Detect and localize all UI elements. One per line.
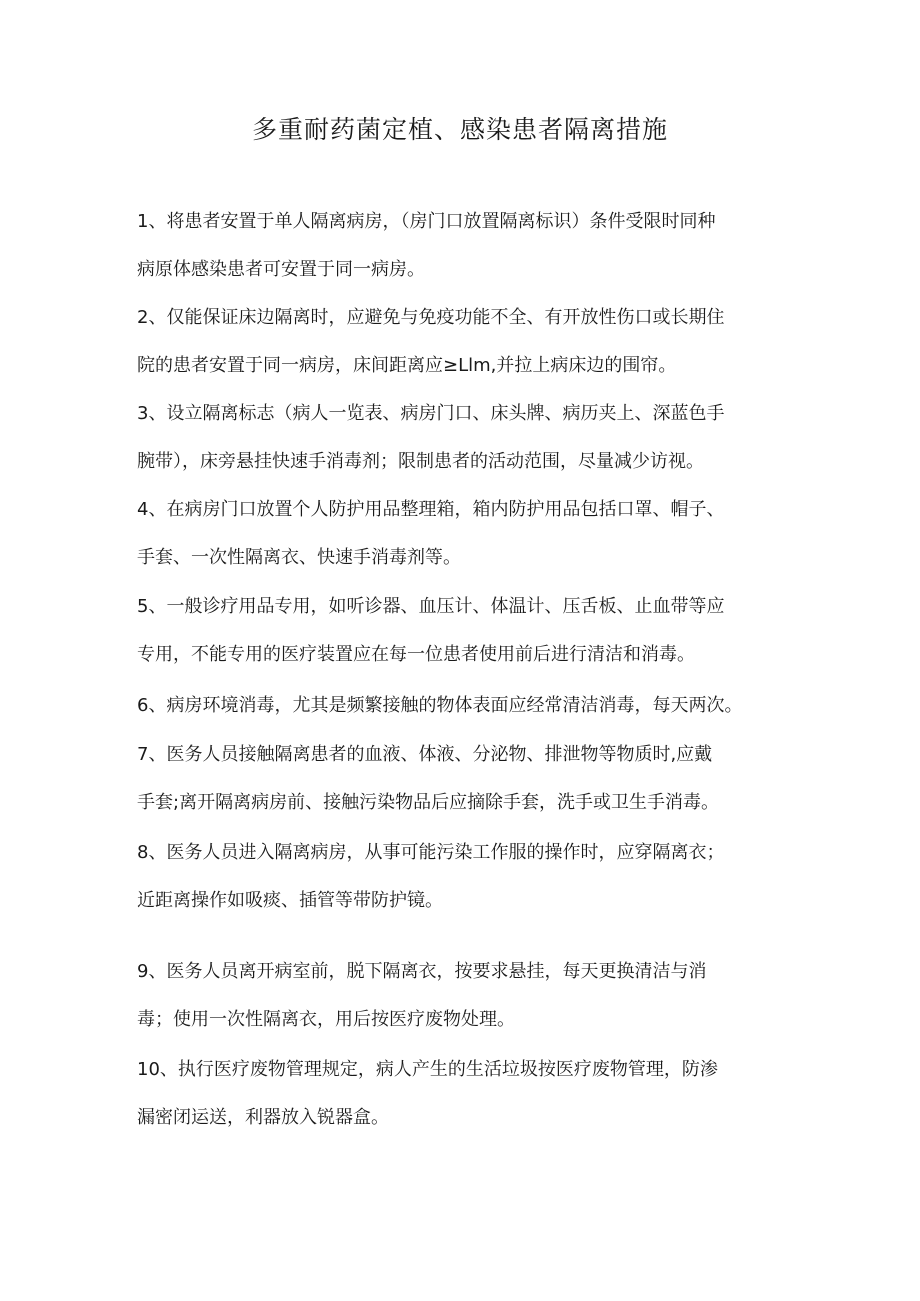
measure-item-4 (137, 486, 797, 582)
measure-line: 10、执行医疗废物管理规定，病人产生的生活垃圾按医疗废物管理，防渗 (137, 1059, 718, 1080)
measure-item-10 (137, 1046, 797, 1142)
document-title: 多重耐药菌定植、感染患者隔离措施 (251, 115, 668, 144)
measure-item-7 (137, 731, 797, 827)
measure-line: 手套;离开隔离病房前、接触污染物品后应摘除手套，洗手或卫生手消毒。 (137, 792, 720, 813)
measure-item-2 (137, 294, 797, 390)
measure-item-9 (137, 948, 797, 1044)
measure-line: 3、设立隔离标志（病人一览表、病房门口、床头牌、病历夹上、深蓝色手 (137, 403, 725, 424)
measure-item-3 (137, 390, 797, 486)
measure-item-8 (137, 829, 797, 925)
measure-line: 1、将患者安置于单人隔离病房，（房门口放置隔离标识）条件受限时同种 (137, 211, 716, 232)
measure-line: 腕带），床旁悬挂快速手消毒剂；限制患者的活动范围，尽量减少访视。 (137, 451, 704, 472)
measure-line: 2、仅能保证床边隔离时，应避免与免疫功能不全、有开放性伤口或长期住 (137, 307, 725, 328)
measure-line: 近距离操作如吸痰、插管等带防护镜。 (137, 890, 443, 911)
measure-line: 院的患者安置于同一病房，床间距离应≥Llm,并拉上病床边的围帘。 (137, 355, 677, 376)
measure-line: 6、病房环境消毒，尤其是频繁接触的物体表面应经常清洁消毒，每天两次。 (137, 695, 743, 716)
measure-item-5 (137, 583, 797, 679)
measure-line: 毒；使用一次性隔离衣，用后按医疗废物处理。 (137, 1009, 515, 1030)
measure-line: 8、医务人员进入隔离病房，从事可能污染工作服的操作时，应穿隔离衣； (137, 842, 725, 863)
measure-item-1 (137, 198, 797, 294)
measure-line: 手套、一次性隔离衣、快速手消毒剂等。 (137, 547, 461, 568)
measure-line: 5、一般诊疗用品专用，如听诊器、血压计、体温计、压舌板、止血带等应 (137, 596, 725, 617)
measure-line: 9、医务人员离开病室前，脱下隔离衣，按要求悬挂，每天更换清洁与消 (137, 961, 707, 982)
measure-line: 漏密闭运送，利器放入锐器盒。 (137, 1107, 389, 1128)
measure-line: 4、在病房门口放置个人防护用品整理箱，箱内防护用品包括口罩、帽子、 (137, 499, 725, 520)
measure-line: 病原体感染患者可安置于同一病房。 (137, 259, 425, 280)
measure-item-6 (137, 682, 797, 730)
measure-line: 7、医务人员接触隔离患者的血液、体液、分泌物、排泄物等物质时,应戴 (137, 744, 713, 765)
measure-line: 专用，不能专用的医疗装置应在每一位患者使用前后进行清洁和消毒。 (137, 644, 695, 665)
